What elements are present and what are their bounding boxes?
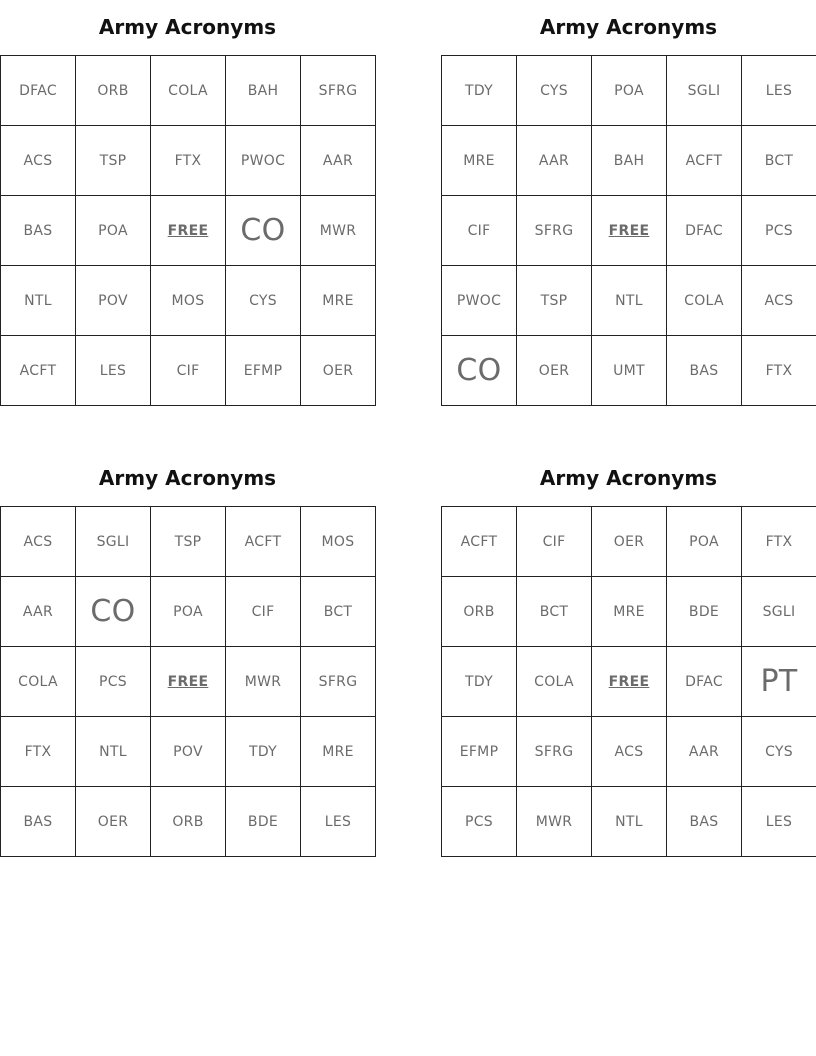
- bingo-cell: ORB: [76, 56, 151, 126]
- bingo-cell: TDY: [442, 647, 517, 717]
- bingo-cell: COLA: [151, 56, 226, 126]
- bingo-row: [1, 647, 376, 717]
- bingo-cell: ORB: [442, 577, 517, 647]
- bingo-cell: ORB: [151, 787, 226, 857]
- bingo-cell: LES: [742, 56, 816, 126]
- bingo-cell: ACFT: [226, 507, 301, 577]
- bingo-cell: MWR: [517, 787, 592, 857]
- bingo-cell: BCT: [301, 577, 376, 647]
- bingo-row: [442, 126, 816, 196]
- bingo-cell: MWR: [301, 196, 376, 266]
- bingo-cell: SGLI: [667, 56, 742, 126]
- bingo-cell: NTL: [1, 266, 76, 336]
- bingo-row: [1, 507, 376, 577]
- bingo-cell: POV: [151, 717, 226, 787]
- bingo-row: [1, 56, 376, 126]
- card-title: Army Acronyms: [539, 466, 718, 490]
- bingo-cell: MRE: [301, 266, 376, 336]
- bingo-cell: TSP: [517, 266, 592, 336]
- bingo-cell: BAS: [1, 787, 76, 857]
- bingo-cell: AAR: [1, 577, 76, 647]
- bingo-cell: BDE: [667, 577, 742, 647]
- bingo-cell: FTX: [1, 717, 76, 787]
- bingo-cell: AAR: [301, 126, 376, 196]
- bingo-cell: CIF: [226, 577, 301, 647]
- bingo-cell: BDE: [226, 787, 301, 857]
- bingo-row: [1, 717, 376, 787]
- bingo-cell: CYS: [517, 56, 592, 126]
- bingo-cell: AAR: [667, 717, 742, 787]
- bingo-cell: BAH: [226, 56, 301, 126]
- bingo-cell: DFAC: [667, 196, 742, 266]
- card-title: Army Acronyms: [98, 466, 277, 490]
- bingo-cell: TSP: [151, 507, 226, 577]
- bingo-cell: MRE: [442, 126, 517, 196]
- bingo-cell: ACFT: [667, 126, 742, 196]
- bingo-cell: POA: [667, 507, 742, 577]
- bingo-cell: AAR: [517, 126, 592, 196]
- bingo-cell: SGLI: [742, 577, 816, 647]
- bingo-cell: NTL: [592, 787, 667, 857]
- bingo-cell: CYS: [226, 266, 301, 336]
- bingo-grid: [0, 55, 376, 406]
- bingo-cell: PCS: [76, 647, 151, 717]
- bingo-cell: PWOC: [442, 266, 517, 336]
- bingo-cell: PCS: [442, 787, 517, 857]
- bingo-row: [1, 266, 376, 336]
- free-space-cell: FREE: [151, 647, 226, 717]
- bingo-cell: OER: [76, 787, 151, 857]
- bingo-cell: UMT: [592, 336, 667, 406]
- bingo-cell: PCS: [742, 196, 816, 266]
- bingo-card-4: [441, 451, 816, 857]
- bingo-row: [442, 266, 816, 336]
- bingo-cell: DFAC: [1, 56, 76, 126]
- bingo-row: [442, 56, 816, 126]
- bingo-cell: FTX: [742, 336, 816, 406]
- bingo-cell: SFRG: [301, 56, 376, 126]
- bingo-row: [442, 647, 816, 717]
- bingo-cell: OER: [592, 507, 667, 577]
- bingo-row: [1, 126, 376, 196]
- bingo-grid: [0, 506, 376, 857]
- bingo-cell: CO: [442, 336, 517, 406]
- bingo-row: [442, 787, 816, 857]
- bingo-grid: [441, 55, 816, 406]
- bingo-cell: ACS: [742, 266, 816, 336]
- bingo-cell: SGLI: [76, 507, 151, 577]
- bingo-cell: LES: [301, 787, 376, 857]
- bingo-cell: PWOC: [226, 126, 301, 196]
- bingo-cell: CO: [226, 196, 301, 266]
- bingo-card-3: [0, 451, 375, 857]
- bingo-row: [442, 336, 816, 406]
- free-space-cell: FREE: [592, 196, 667, 266]
- bingo-cell: BAS: [667, 787, 742, 857]
- bingo-cell: NTL: [592, 266, 667, 336]
- bingo-row: [1, 196, 376, 266]
- bingo-cell: POV: [76, 266, 151, 336]
- bingo-cell: COLA: [667, 266, 742, 336]
- free-space-cell: FREE: [592, 647, 667, 717]
- bingo-row: [442, 577, 816, 647]
- bingo-cell: BAS: [1, 196, 76, 266]
- bingo-cell: LES: [742, 787, 816, 857]
- bingo-cell: POA: [592, 56, 667, 126]
- bingo-cell: SFRG: [517, 196, 592, 266]
- bingo-row: [1, 577, 376, 647]
- card-title: Army Acronyms: [539, 15, 718, 39]
- bingo-cell: FTX: [151, 126, 226, 196]
- bingo-cell: ACFT: [1, 336, 76, 406]
- bingo-cell: COLA: [517, 647, 592, 717]
- bingo-cell: TDY: [442, 56, 517, 126]
- bingo-cell: BAS: [667, 336, 742, 406]
- bingo-cell: BCT: [742, 126, 816, 196]
- bingo-cell: MWR: [226, 647, 301, 717]
- bingo-row: [442, 196, 816, 266]
- bingo-card-2: [441, 0, 816, 406]
- bingo-cell: DFAC: [667, 647, 742, 717]
- bingo-cell: CO: [76, 577, 151, 647]
- bingo-cell: POA: [151, 577, 226, 647]
- bingo-cell: ACS: [1, 126, 76, 196]
- bingo-cell: LES: [76, 336, 151, 406]
- bingo-cell: ACFT: [442, 507, 517, 577]
- bingo-cell: SFRG: [517, 717, 592, 787]
- bingo-cell: MRE: [301, 717, 376, 787]
- card-title: Army Acronyms: [98, 15, 277, 39]
- bingo-cell: MOS: [301, 507, 376, 577]
- bingo-cell: TDY: [226, 717, 301, 787]
- bingo-cell: COLA: [1, 647, 76, 717]
- bingo-row: [1, 336, 376, 406]
- bingo-cell: SFRG: [301, 647, 376, 717]
- bingo-cell: EFMP: [226, 336, 301, 406]
- bingo-cell: MOS: [151, 266, 226, 336]
- bingo-cell: BAH: [592, 126, 667, 196]
- bingo-cell: MRE: [592, 577, 667, 647]
- bingo-grid: [441, 506, 816, 857]
- free-space-cell: FREE: [151, 196, 226, 266]
- bingo-cell: OER: [517, 336, 592, 406]
- bingo-cell: CYS: [742, 717, 816, 787]
- bingo-cell: OER: [301, 336, 376, 406]
- bingo-cell: TSP: [76, 126, 151, 196]
- bingo-cell: ACS: [592, 717, 667, 787]
- bingo-cell: NTL: [76, 717, 151, 787]
- bingo-cell: POA: [76, 196, 151, 266]
- bingo-cell: CIF: [517, 507, 592, 577]
- bingo-row: [1, 787, 376, 857]
- bingo-row: [442, 507, 816, 577]
- bingo-row: [442, 717, 816, 787]
- bingo-cell: ACS: [1, 507, 76, 577]
- bingo-cell: EFMP: [442, 717, 517, 787]
- bingo-cell: CIF: [151, 336, 226, 406]
- bingo-cell: BCT: [517, 577, 592, 647]
- bingo-cell: PT: [742, 647, 816, 717]
- bingo-card-1: [0, 0, 375, 406]
- bingo-cell: FTX: [742, 507, 816, 577]
- bingo-cell: CIF: [442, 196, 517, 266]
